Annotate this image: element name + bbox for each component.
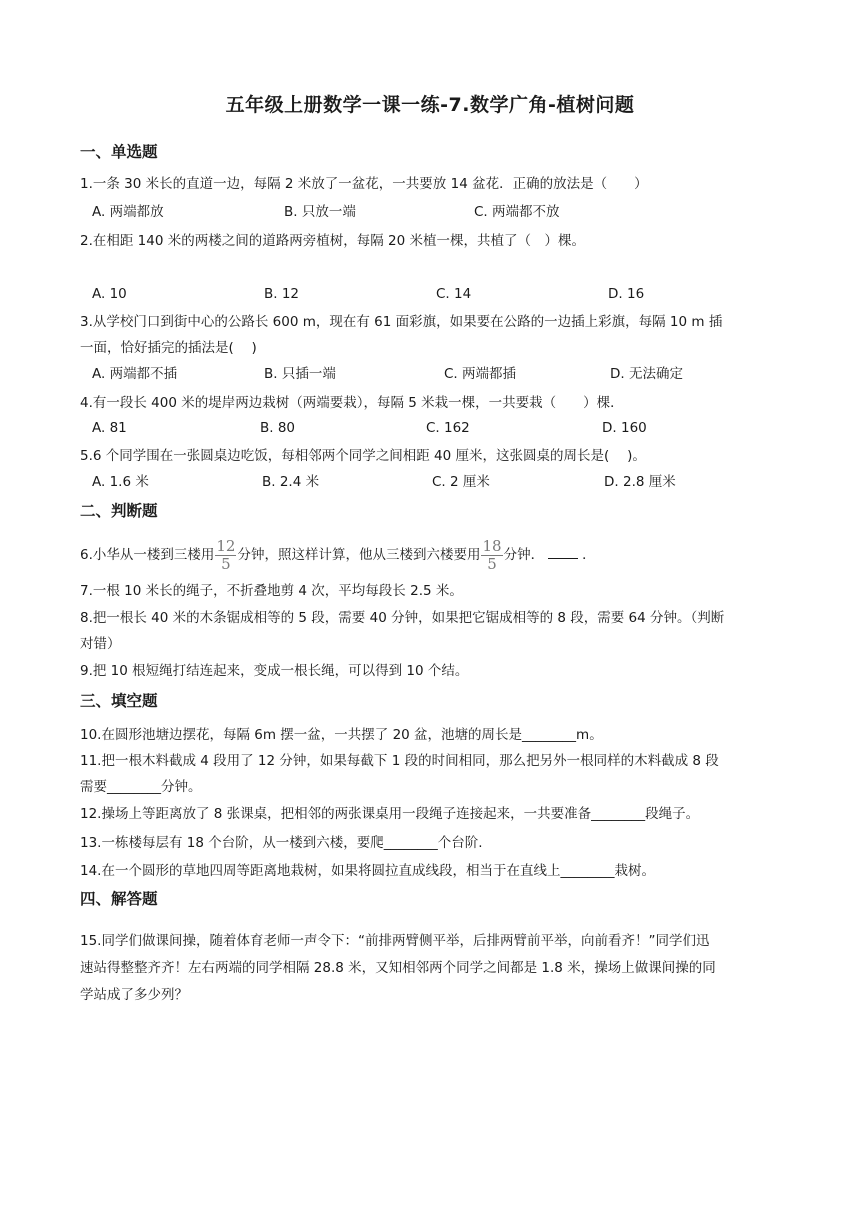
question-4: 4.有一段长 400 米的堤岸两边栽树（两端要栽），每隔 5 米栽一棵，一共要栽（ ）棵． — [80, 395, 624, 411]
question-7: 7.一根 10 米长的绳子，不折叠地剪 4 次，平均每段长 2.5 米。 — [80, 583, 463, 599]
q2-option-d: D. 16 — [608, 286, 645, 302]
question-11-line-2: 需要________分钟。 — [80, 779, 202, 795]
question-8-line-1: 8.把一根长 40 米的木条锯成相等的 5 段，需要 40 分钟，如果把它锯成相等的 8 段，需要 64 分钟。（判断 — [80, 610, 725, 626]
question-9: 9.把 10 根短绳打结连起来，变成一根长绳，可以得到 10 个结。 — [80, 663, 469, 679]
question-11-line-1: 11.把一根木料截成 4 段用了 12 分钟，如果每截下 1 段的时间相同，那么把另外一根同样的木料截成 8 段 — [80, 753, 719, 769]
q1-option-a: A. 两端都放 — [92, 204, 164, 220]
page-title: 五年级上册数学一课一练-7.数学广角-植树问题 — [225, 94, 635, 116]
q6-fraction-2-numerator: 18 — [482, 536, 502, 555]
section-heading-fill-in: 三、填空题 — [80, 692, 158, 710]
q3-option-b: B. 只插一端 — [264, 366, 336, 382]
question-14: 14.在一个圆形的草地四周等距离地栽树，如果将圆拉直成线段，相当于在直线上________栽树。 — [80, 863, 655, 879]
q4-option-c: C. 162 — [426, 420, 470, 436]
q4-option-d: D. 160 — [602, 420, 647, 436]
question-8-line-2: 对错） — [80, 636, 121, 652]
q6-text-part-4: ． — [582, 547, 596, 563]
q6-text-part-2: 分钟，照这样计算，他从三楼到六楼要用 — [237, 547, 481, 563]
question-3-line-2: 一面，恰好插完的插法是( ) — [80, 340, 257, 356]
question-2: 2.在相距 140 米的两楼之间的道路两旁植树，每隔 20 米植一棵，共植了（ ）棵。 — [80, 233, 585, 249]
section-heading-single-choice: 一、单选题 — [80, 143, 158, 161]
question-1: 1.一条 30 米长的直道一边，每隔 2 米放了一盆花，一共要放 14 盆花．正确的放法是（ ） — [80, 176, 648, 192]
q2-option-b: B. 12 — [264, 286, 300, 302]
section-heading-true-false: 二、判断题 — [80, 502, 158, 520]
question-3-line-1: 3.从学校门口到街中心的公路长 600 m，现在有 61 面彩旗，如果要在公路的一边插上彩旗，每隔 10 m 插 — [80, 314, 723, 330]
q6-fraction-1 — [215, 536, 236, 573]
section-heading-word-problems: 四、解答题 — [80, 890, 158, 908]
q3-option-d: D. 无法确定 — [610, 366, 683, 382]
question-10: 10.在圆形池塘边摆花，每隔 6m 摆一盆，一共摆了 20 盆，池塘的周长是________m。 — [80, 727, 603, 743]
q6-answer-blank[interactable] — [548, 546, 578, 559]
q6-fraction-2-denominator: 5 — [487, 554, 497, 573]
question-15-line-1: 15.同学们做课间操，随着体育老师一声令下：“前排两臂侧平举，后排两臂前平举，向前看齐！”同学们迅 — [80, 933, 710, 949]
q6-text-part-1: 6.小华从一楼到三楼用 — [80, 547, 215, 563]
q5-option-c: C. 2 厘米 — [432, 474, 490, 490]
q6-fraction-2 — [481, 536, 502, 573]
question-15-line-2: 速站得整整齐齐！左右两端的同学相隔 28.8 米，又知相邻两个同学之间都是 1.8 米，操场上做课间操的同 — [80, 960, 716, 976]
question-5: 5.6 个同学围在一张圆桌边吃饭，每相邻两个同学之间相距 40 厘米，这张圆桌的周长是( )。 — [80, 448, 646, 464]
q5-option-d: D. 2.8 厘米 — [604, 474, 676, 490]
question-15-line-3: 学站成了多少列？ — [80, 987, 188, 1003]
q5-option-a: A. 1.6 米 — [92, 474, 149, 490]
q3-option-a: A. 两端都不插 — [92, 366, 178, 382]
q1-option-b: B. 只放一端 — [284, 204, 356, 220]
q3-option-c: C. 两端都插 — [444, 366, 517, 382]
q1-option-c: C. 两端都不放 — [474, 204, 560, 220]
q5-option-b: B. 2.4 米 — [262, 474, 320, 490]
q2-option-a: A. 10 — [92, 286, 127, 302]
q4-option-a: A. 81 — [92, 420, 127, 436]
q6-fraction-1-denominator: 5 — [221, 554, 231, 573]
q6-fraction-1-numerator: 12 — [216, 536, 236, 555]
question-13: 13.一栋楼每层有 18 个台阶，从一楼到六楼，要爬________个台阶. — [80, 835, 483, 851]
q6-text-part-3: 分钟． — [503, 547, 545, 563]
q4-option-b: B. 80 — [260, 420, 296, 436]
question-6 — [80, 538, 780, 572]
question-12: 12.操场上等距离放了 8 张课桌，把相邻的两张课桌用一段绳子连接起来，一共要准备________段绳子。 — [80, 806, 700, 822]
q2-option-c: C. 14 — [436, 286, 472, 302]
